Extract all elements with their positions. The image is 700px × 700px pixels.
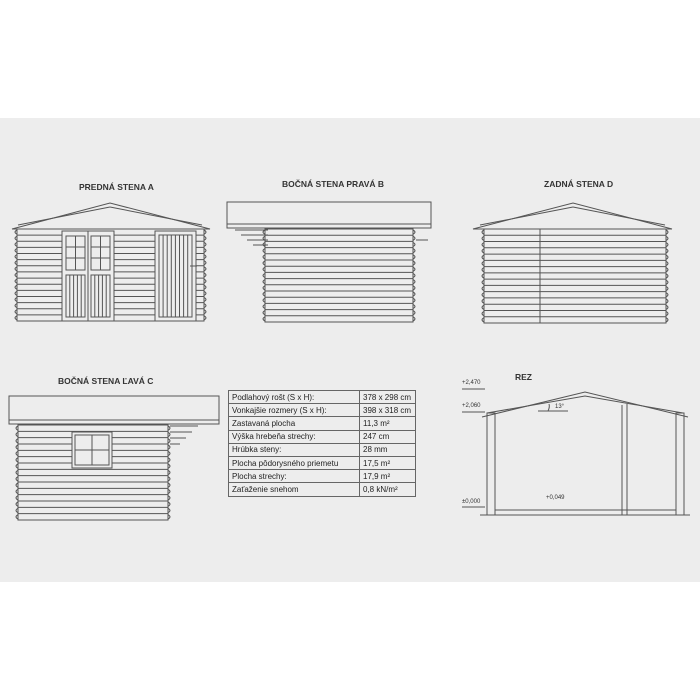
spec-value: 17,5 m² xyxy=(360,456,416,469)
spec-label: Plocha strechy: xyxy=(229,470,360,483)
roof-fascia xyxy=(9,396,219,420)
left-wall-drawing xyxy=(9,396,219,520)
right-wall-section xyxy=(676,413,684,515)
back-wall-title: ZADNÁ STENA D xyxy=(544,179,614,189)
spec-value: 28 mm xyxy=(360,443,416,456)
roof-edge xyxy=(480,207,573,225)
roof-edge xyxy=(18,207,110,225)
spec-label: Plocha pôdorysného priemetu xyxy=(229,456,360,469)
roof-fascia xyxy=(227,202,431,224)
spec-label: Výška hrebeňa strechy: xyxy=(229,430,360,443)
angle-arc xyxy=(548,404,549,411)
level-ground-label: ±0,000 xyxy=(462,499,481,505)
left-wall-section xyxy=(487,413,495,515)
spec-value: 17,9 m² xyxy=(360,470,416,483)
spec-value: 0,8 kN/m² xyxy=(360,483,416,496)
spec-row xyxy=(229,404,416,417)
roof-underside xyxy=(227,224,431,228)
wall-outline xyxy=(484,229,666,323)
roof-angle-label: 13° xyxy=(555,404,565,410)
roof-line-inner xyxy=(487,396,683,413)
level-eave-label: +2,060 xyxy=(462,403,481,409)
level-floor-label: +0,049 xyxy=(546,495,565,501)
wall-outline xyxy=(265,229,413,322)
roof-underside xyxy=(9,420,219,424)
spec-value: 11,3 m² xyxy=(360,417,416,430)
spec-row xyxy=(229,443,416,456)
section-drawing xyxy=(462,389,690,515)
back-wall-drawing xyxy=(473,203,672,323)
spec-label: Zaťaženie snehom xyxy=(229,483,360,496)
roof-edge xyxy=(110,207,202,225)
spec-value: 378 x 298 cm xyxy=(360,391,416,404)
spec-value: 247 cm xyxy=(360,430,416,443)
front-wall-title: PREDNÁ STENA A xyxy=(79,182,154,192)
spec-row xyxy=(229,391,416,404)
section-title: REZ xyxy=(515,372,532,382)
right-wall-title: BOČNÁ STENA PRAVÁ B xyxy=(282,179,385,189)
spec-row xyxy=(229,456,416,469)
spec-row xyxy=(229,470,416,483)
spec-label: Zastavaná plocha xyxy=(229,417,360,430)
spec-label: Podlahový rošt (S x H): xyxy=(229,391,360,404)
spec-label: Hrúbka steny: xyxy=(229,443,360,456)
front-wall-drawing xyxy=(12,203,210,321)
left-wall-title: BOČNÁ STENA ĽAVÁ C xyxy=(58,376,154,386)
spec-row xyxy=(229,483,416,496)
roof-edge xyxy=(573,207,665,225)
spec-table xyxy=(228,390,416,497)
level-top-label: +2,470 xyxy=(462,380,481,386)
spec-row xyxy=(229,417,416,430)
spec-value: 398 x 318 cm xyxy=(360,404,416,417)
spec-row xyxy=(229,430,416,443)
right-wall-drawing xyxy=(227,202,431,322)
spec-label: Vonkajšie rozmery (S x H): xyxy=(229,404,360,417)
